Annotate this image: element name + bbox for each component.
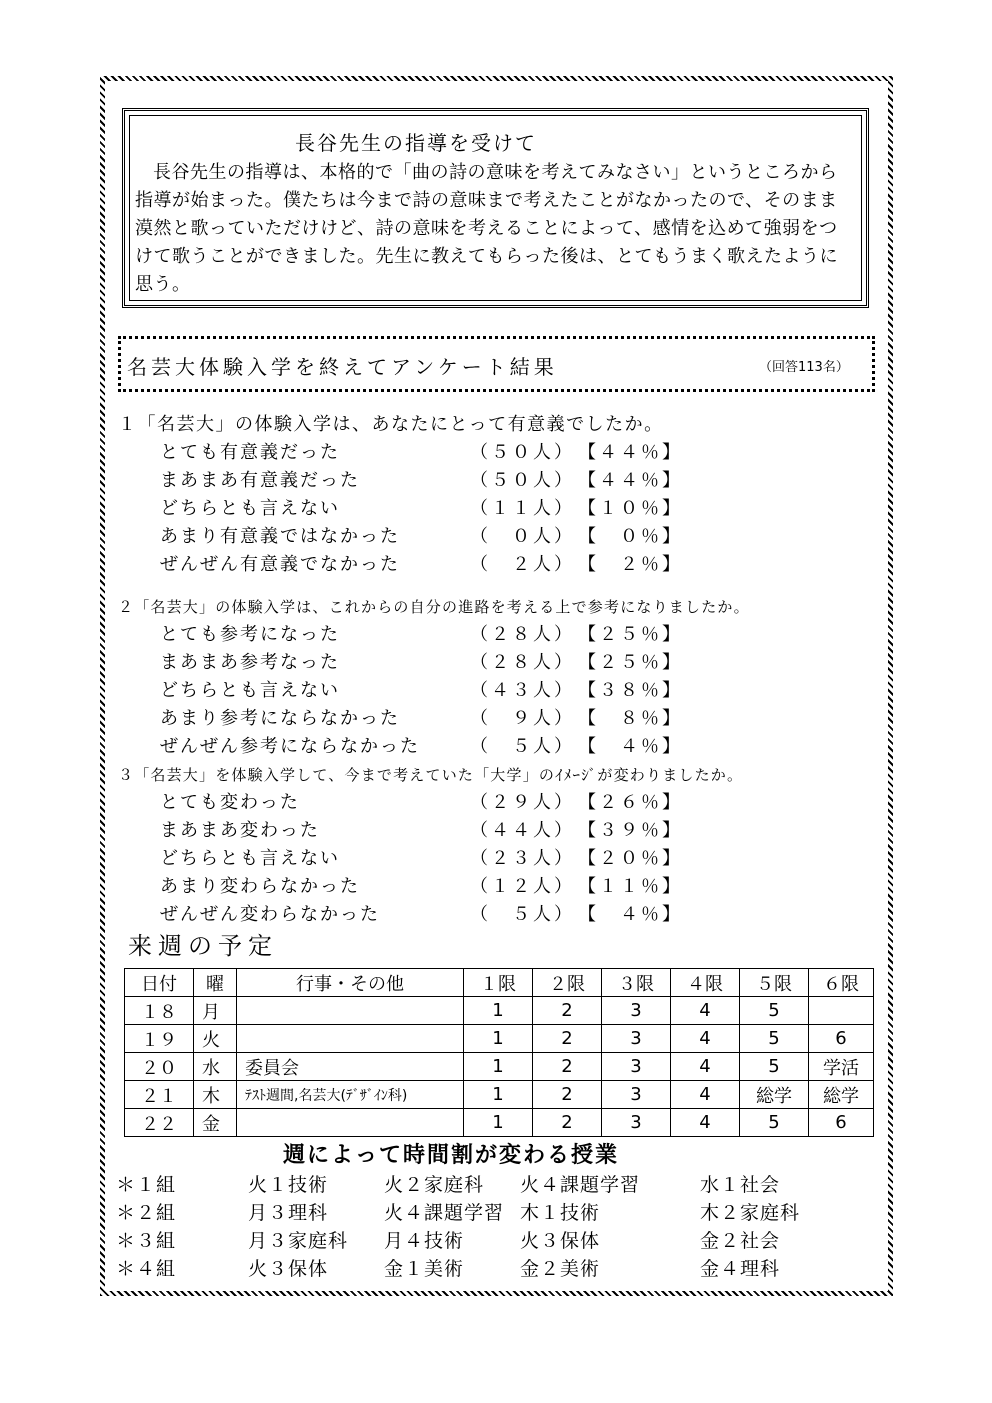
period-cell: 1 xyxy=(464,997,533,1025)
answer-label: まあまあ参考なった xyxy=(160,652,340,673)
answer-count: （２８人） xyxy=(470,624,575,645)
question-2: ２「名芸大」の体験入学は、これからの自分の進路を考える上で参考になりましたか。 xyxy=(118,598,750,616)
period-cell: 1 xyxy=(464,1081,533,1109)
period-cell: 総学 xyxy=(740,1081,809,1109)
answer-count: （４４人） xyxy=(470,820,575,841)
table-row xyxy=(125,1053,874,1081)
event-cell: 委員会 xyxy=(237,1053,464,1081)
answer-count: （ ０人） xyxy=(470,526,575,547)
essay-box xyxy=(122,108,869,308)
period-cell: 4 xyxy=(671,1081,740,1109)
header-cell: ３限 xyxy=(602,969,671,997)
period-cell: 4 xyxy=(671,1053,740,1081)
date-cell: １８ xyxy=(125,997,194,1025)
header-cell: ６限 xyxy=(809,969,874,997)
answer-percent: 【 ４％】 xyxy=(578,904,683,925)
class-subject: 火４課題学習 xyxy=(520,1174,641,1196)
survey-header xyxy=(118,336,875,392)
weekday-cell: 月 xyxy=(194,997,237,1025)
answer-count: （１１人） xyxy=(470,498,575,519)
class-subject: 木１技術 xyxy=(520,1202,601,1224)
answer-count: （２８人） xyxy=(470,652,575,673)
class-subject: 金１美術 xyxy=(384,1258,465,1280)
class-subject: 火２家庭科 xyxy=(384,1174,485,1196)
table-row xyxy=(125,1025,874,1053)
event-cell: ﾃｽﾄ週間,名芸大(ﾃﾞｻﾞｲﾝ科) xyxy=(237,1081,464,1109)
answer-percent: 【４４％】 xyxy=(578,470,683,491)
answer-label: あまり有意義ではなかった xyxy=(160,526,400,547)
weekday-cell: 火 xyxy=(194,1025,237,1053)
period-cell: 2 xyxy=(533,1053,602,1081)
survey-title: 名芸大体験入学を終えてアンケート結果 xyxy=(127,355,558,379)
period-cell: 1 xyxy=(464,1025,533,1053)
period-cell: 3 xyxy=(602,1053,671,1081)
answer-percent: 【２５％】 xyxy=(578,652,683,673)
question-3: ３「名芸大」を体験入学して、今まで考えていた「大学」のｲﾒｰｼﾞが変わりましたか。 xyxy=(118,766,744,784)
period-cell: 3 xyxy=(602,1109,671,1137)
class-subject: 月４技術 xyxy=(384,1230,465,1252)
period-cell: 2 xyxy=(533,997,602,1025)
date-cell: ２１ xyxy=(125,1081,194,1109)
event-cell xyxy=(237,997,464,1025)
answer-count: （ ５人） xyxy=(470,904,575,925)
period-cell: 5 xyxy=(740,1053,809,1081)
header-cell: １限 xyxy=(464,969,533,997)
period-cell: 6 xyxy=(809,1109,874,1137)
schedule-title: 来週の予定 xyxy=(128,932,278,960)
period-cell: 4 xyxy=(671,1025,740,1053)
weekday-cell: 水 xyxy=(194,1053,237,1081)
class-subject: 火１技術 xyxy=(248,1174,329,1196)
answer-label: とても参考になった xyxy=(160,624,340,645)
header-cell: ２限 xyxy=(533,969,602,997)
header-cell: ５限 xyxy=(740,969,809,997)
table-row xyxy=(125,997,874,1025)
class-label: ＊１組 xyxy=(116,1174,177,1196)
answer-label: どちらとも言えない xyxy=(160,680,340,701)
class-subject: 金４理科 xyxy=(700,1258,781,1280)
class-subject: 金２美術 xyxy=(520,1258,601,1280)
class-subject: 火３保体 xyxy=(248,1258,329,1280)
answer-percent: 【３９％】 xyxy=(578,820,683,841)
answer-label: まあまあ変わった xyxy=(160,820,320,841)
answer-count: （ ５人） xyxy=(470,736,575,757)
answer-percent: 【４４％】 xyxy=(578,442,683,463)
header-cell: 日付 xyxy=(125,969,194,997)
period-cell: 3 xyxy=(602,1081,671,1109)
class-label: ＊４組 xyxy=(116,1258,177,1280)
answer-label: ぜんぜん参考にならなかった xyxy=(160,736,420,757)
answer-count: （２９人） xyxy=(470,792,575,813)
class-subject: 金２社会 xyxy=(700,1230,781,1252)
answer-label: ぜんぜん有意義でなかった xyxy=(160,554,400,575)
period-cell: 3 xyxy=(602,997,671,1025)
period-cell: 1 xyxy=(464,1109,533,1137)
period-cell xyxy=(809,997,874,1025)
class-subject: 木２家庭科 xyxy=(700,1202,801,1224)
period-cell: 5 xyxy=(740,997,809,1025)
class-subject: 月３家庭科 xyxy=(248,1230,349,1252)
answer-count: （２３人） xyxy=(470,848,575,869)
answer-label: どちらとも言えない xyxy=(160,848,340,869)
table-row xyxy=(125,1081,874,1109)
answer-count: （１２人） xyxy=(470,876,575,897)
answer-label: とても有意義だった xyxy=(160,442,340,463)
class-label: ＊３組 xyxy=(116,1230,177,1252)
answer-label: ぜんぜん変わらなかった xyxy=(160,904,380,925)
period-cell: 4 xyxy=(671,997,740,1025)
schedule-header-row xyxy=(125,969,874,997)
class-subject: 水１社会 xyxy=(700,1174,781,1196)
answer-percent: 【１１％】 xyxy=(578,876,683,897)
answer-label: あまり変わらなかった xyxy=(160,876,360,897)
header-cell: 行事・その他 xyxy=(237,969,464,997)
question-1: １「名芸大」の体験入学は、あなたにとって有意義でしたか。 xyxy=(118,414,664,435)
period-cell: 4 xyxy=(671,1109,740,1137)
table-row xyxy=(125,1109,874,1137)
class-subject: 火３保体 xyxy=(520,1230,601,1252)
answer-percent: 【２０％】 xyxy=(578,848,683,869)
header-cell: ４限 xyxy=(671,969,740,997)
answer-count: （４３人） xyxy=(470,680,575,701)
period-cell: 2 xyxy=(533,1025,602,1053)
date-cell: ２０ xyxy=(125,1053,194,1081)
period-cell: 5 xyxy=(740,1109,809,1137)
event-cell xyxy=(237,1025,464,1053)
date-cell: ２２ xyxy=(125,1109,194,1137)
essay-body: 長谷先生の指導は、本格的で「曲の詩の意味を考えてみなさい」というところから指導が始まった。僕たちは今まで詩の意味まで考えたことがなかったので、そのまま漠然と歌っていただけけど、詩の意味を考えることによって、感情を込めて強弱をつけて歌うことができました。先生に教えてもらった後は、とてもうまく歌えたように思う。 xyxy=(135,162,838,295)
survey-response-count: （回答113名） xyxy=(759,360,849,375)
date-cell: １９ xyxy=(125,1025,194,1053)
answer-percent: 【 ８％】 xyxy=(578,708,683,729)
weekday-cell: 金 xyxy=(194,1109,237,1137)
period-cell: 5 xyxy=(740,1025,809,1053)
answer-label: あまり参考にならなかった xyxy=(160,708,400,729)
answer-percent: 【 ２％】 xyxy=(578,554,683,575)
rotation-title: 週によって時間割が変わる授業 xyxy=(283,1143,620,1168)
answer-percent: 【 ４％】 xyxy=(578,736,683,757)
header-cell: 曜 xyxy=(194,969,237,997)
period-cell: 3 xyxy=(602,1025,671,1053)
answer-label: どちらとも言えない xyxy=(160,498,340,519)
answer-percent: 【２６％】 xyxy=(578,792,683,813)
period-cell: 1 xyxy=(464,1053,533,1081)
answer-label: とても変わった xyxy=(160,792,300,813)
answer-percent: 【２５％】 xyxy=(578,624,683,645)
answer-count: （５０人） xyxy=(470,470,575,491)
answer-count: （ ９人） xyxy=(470,708,575,729)
schedule-table xyxy=(124,968,874,1137)
event-cell xyxy=(237,1109,464,1137)
answer-percent: 【３８％】 xyxy=(578,680,683,701)
period-cell: 2 xyxy=(533,1081,602,1109)
weekday-cell: 木 xyxy=(194,1081,237,1109)
class-subject: 火４課題学習 xyxy=(384,1202,505,1224)
period-cell: 学活 xyxy=(809,1053,874,1081)
class-label: ＊２組 xyxy=(116,1202,177,1224)
class-subject: 月３理科 xyxy=(248,1202,329,1224)
answer-count: （ ２人） xyxy=(470,554,575,575)
period-cell: 2 xyxy=(533,1109,602,1137)
answer-label: まあまあ有意義だった xyxy=(160,470,360,491)
answer-percent: 【 ０％】 xyxy=(578,526,683,547)
period-cell: 総学 xyxy=(809,1081,874,1109)
answer-percent: 【１０％】 xyxy=(578,498,683,519)
period-cell: 6 xyxy=(809,1025,874,1053)
essay-title: 長谷先生の指導を受けて xyxy=(295,131,537,155)
answer-count: （５０人） xyxy=(470,442,575,463)
